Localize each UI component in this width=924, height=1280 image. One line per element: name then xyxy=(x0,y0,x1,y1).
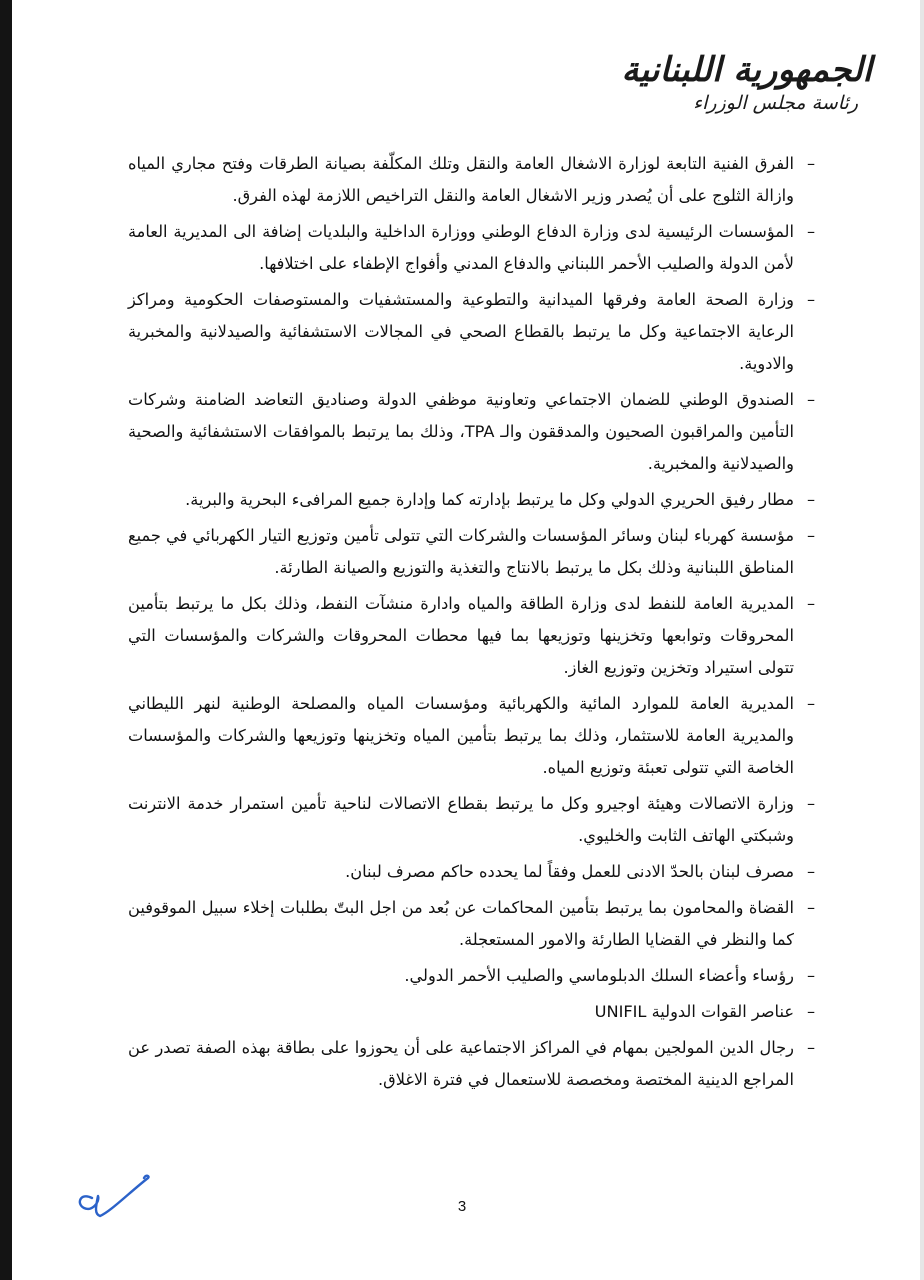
list-item-text: القضاة والمحامون بما يرتبط بتأمين المحاكمات عن بُعد من اجل البتّ بطلبات إخلاء سبيل الموقوفين كما والنظر في القضايا الطارئة والامور المستعجلة. xyxy=(128,898,794,949)
bullet-dash: – xyxy=(806,694,816,713)
bullet-dash: – xyxy=(806,290,816,309)
bullet-dash: – xyxy=(806,594,816,613)
list-item xyxy=(128,856,820,888)
list-item xyxy=(128,284,820,380)
bullet-dash: – xyxy=(806,898,816,917)
list-item xyxy=(128,996,820,1028)
list-item-text: وزارة الصحة العامة وفرقها الميدانية والتطوعية والمستشفيات والمستوصفات الحكومية ومراكز الرعاية الاجتماعية وكل ما يرتبط بالقطاع الصحي في المجالات الاستشفائية والصيدلانية والمخبرية والادوية. xyxy=(128,290,794,373)
list-item-text: مصرف لبنان بالحدّ الادنى للعمل وفقاً لما يحدده حاكم مصرف لبنان. xyxy=(345,862,794,881)
bullet-dash: – xyxy=(806,222,816,241)
list-item-text: المديرية العامة للموارد المائية والكهربائية ومؤسسات المياه والمصلحة الوطنية لنهر الليطاني والمديرية العامة للاستثمار، وذلك بما يرتبط بتأمين المياه وتخزينها وتوزيعها والشركات والمؤسسات الخاصة التي تتولى تعبئة وتوزيع المياه. xyxy=(128,694,794,777)
list-item-text: عناصر القوات الدولية UNIFIL xyxy=(594,1002,794,1021)
list-item xyxy=(128,216,820,280)
scan-right-edge xyxy=(920,0,924,1280)
letterhead xyxy=(621,50,872,130)
letterhead-republic: الجمهورية اللبنانية xyxy=(621,50,872,90)
list-item xyxy=(128,484,820,516)
list-item xyxy=(128,788,820,852)
bullet-dash: – xyxy=(806,154,816,173)
list-item-text: مطار رفيق الحريري الدولي وكل ما يرتبط بإدارته كما وإدارة جميع المرافىء البحرية والبرية. xyxy=(185,490,794,509)
list-item xyxy=(128,892,820,956)
list-item-text: وزارة الاتصالات وهيئة اوجيرو وكل ما يرتبط بقطاع الاتصالات لناحية تأمين استمرار خدمة الانترنت وشبكتي الهاتف الثابت والخليوي. xyxy=(128,794,794,845)
list-item xyxy=(128,384,820,480)
bullet-dash: – xyxy=(806,490,816,509)
list-item-text: رؤساء وأعضاء السلك الدبلوماسي والصليب الأحمر الدولي. xyxy=(404,966,794,985)
bullet-dash: – xyxy=(806,390,816,409)
bullet-dash: – xyxy=(806,1002,816,1021)
list-item-text: الصندوق الوطني للضمان الاجتماعي وتعاونية موظفي الدولة وصناديق التعاضد الضامنة وشركات التأمين والمراقبون الصحيون والمدققون والـ TPA، وذلك بما يرتبط بالموافقات الاستشفائية والصحية والصيدلانية والمخبرية. xyxy=(128,390,795,473)
letterhead-council: رئاسة مجلس الوزراء xyxy=(693,92,858,114)
list-item-text: المؤسسات الرئيسية لدى وزارة الدفاع الوطني ووزارة الداخلية والبلديات إضافة الى المديرية العامة لأمن الدولة والصليب الأحمر اللبناني والدفاع المدني وأفواج الإطفاء على اختلافها. xyxy=(128,222,794,273)
bullet-dash: – xyxy=(806,1038,816,1057)
page-number: 3 xyxy=(457,1198,467,1215)
item-list xyxy=(128,148,820,1096)
list-item xyxy=(128,520,820,584)
scan-left-edge xyxy=(0,0,12,1280)
list-item xyxy=(128,960,820,992)
list-item xyxy=(128,588,820,684)
list-item-text: مؤسسة كهرباء لبنان وسائر المؤسسات والشركات التي تتولى تأمين وتوزيع التيار الكهربائي في جميع المناطق اللبنانية وذلك بكل ما يرتبط بالانتاج والتغذية والتوزيع والصيانة الطارئة. xyxy=(127,526,794,577)
signature-mark xyxy=(70,1162,160,1222)
list-item-text: الفرق الفنية التابعة لوزارة الاشغال العامة والنقل وتلك المكلّفة بصيانة الطرقات وفتح مجاري المياه وازالة الثلوج على أن يُصدر وزير الاشغال العامة والنقل التراخيص اللازمة لهذه الفرق. xyxy=(128,154,794,205)
list-item xyxy=(128,148,820,212)
list-item-text: رجال الدين المولجين بمهام في المراكز الاجتماعية على أن يحوزوا على بطاقة بهذه الصفة تصدر عن المراجع الدينية المختصة ومخصصة للاستعمال في فترة الاغلاق. xyxy=(128,1038,794,1089)
bullet-dash: – xyxy=(806,794,816,813)
list-item xyxy=(128,1032,820,1096)
bullet-dash: – xyxy=(806,862,816,881)
bullet-dash: – xyxy=(806,966,816,985)
document-body xyxy=(128,148,820,1100)
signature-stroke xyxy=(80,1176,149,1216)
bullet-dash: – xyxy=(806,526,816,545)
list-item-text: المديرية العامة للنفط لدى وزارة الطاقة والمياه وادارة منشآت النفط، وذلك بكل ما يرتبط بتأمين المحروقات وتوابعها وتخزينها وتوزيعها بما فيها محطات المحروقات والشركات والمؤسسات التي تتولى استيراد وتخزين وتوزيع الغاز. xyxy=(128,594,794,677)
list-item xyxy=(128,688,820,784)
